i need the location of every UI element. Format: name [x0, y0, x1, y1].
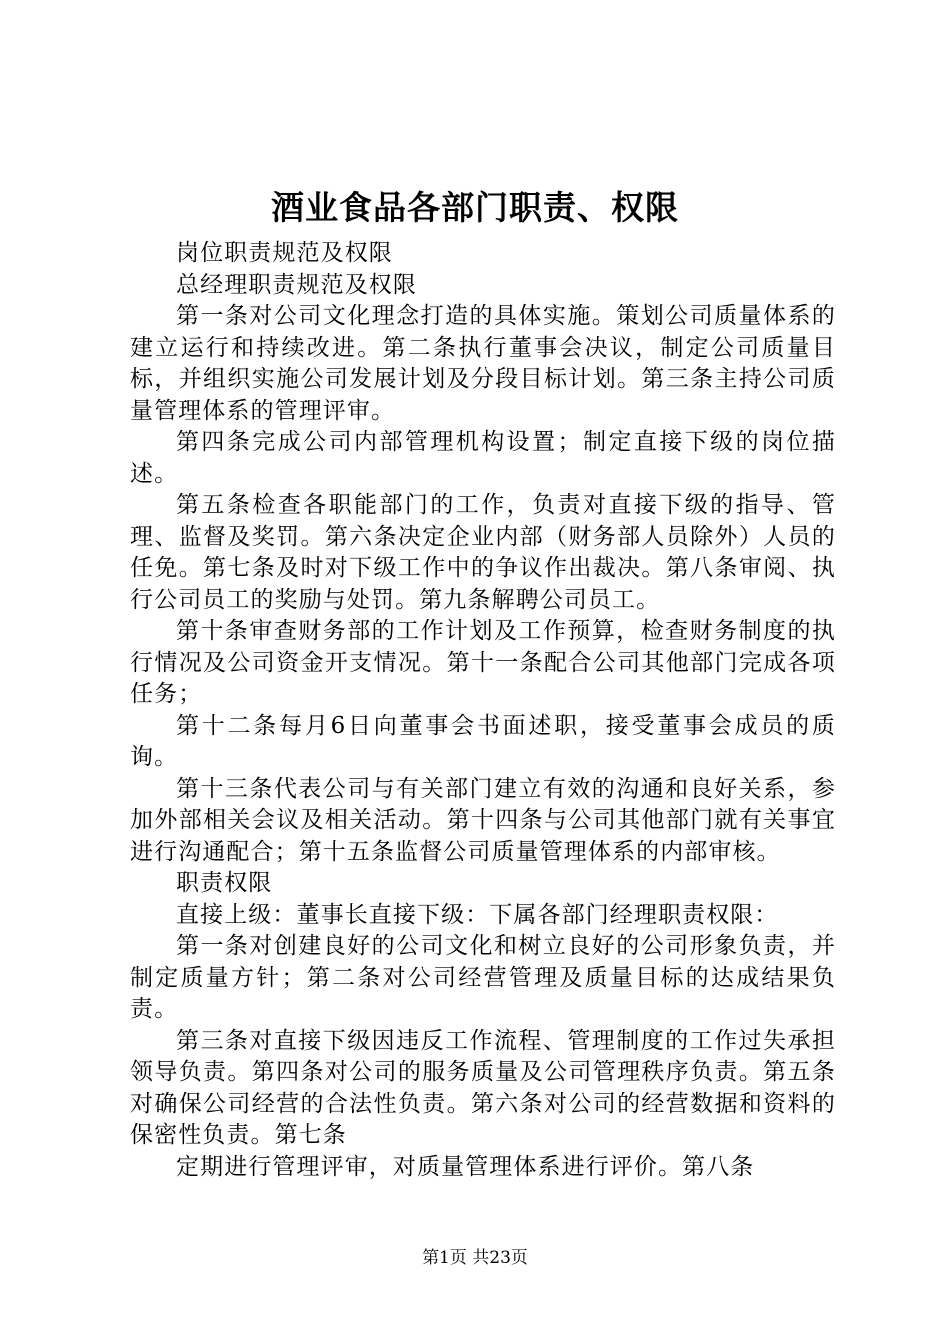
body-paragraph: 第十三条代表公司与有关部门建立有效的沟通和良好关系，参加外部相关会议及相关活动。第十四条与公司其他部门就有关事宜进行沟通配合；第十五条监督公司质量管理体系的内部审核。: [130, 775, 836, 865]
body-paragraph: 第三条对直接下级因违反工作流程、管理制度的工作过失承担领导负责。第四条对公司的服务质量及公司管理秩序负责。第五条对确保公司经营的合法性负责。第六条对公司的经营数据和资料的保密性负责。第七条: [130, 1027, 836, 1148]
document-title: 酒业食品各部门职责、权限: [271, 188, 679, 227]
body-paragraph: 直接上级：董事长直接下级：下属各部门经理职责权限：: [176, 901, 779, 928]
body-paragraph: 第一条对创建良好的公司文化和树立良好的公司形象负责，并制定质量方针；第二条对公司经营管理及质量目标的达成结果负责。: [130, 933, 836, 1022]
body-paragraph: 第四条完成公司内部管理机构设置；制定直接下级的岗位描述。: [130, 429, 836, 487]
document-body: [130, 238, 836, 1183]
body-paragraph: 第五条检查各职能部门的工作，负责对直接下级的指导、管理、监督及奖罚。第六条决定企业内部（财务部人员除外）人员的任免。第七条及时对下级工作中的争议作出裁决。第八条审阅、执行公司员工的奖励与处罚。第九条解聘公司员工。: [130, 492, 836, 613]
body-paragraph: 第十二条每月6日向董事会书面述职，接受董事会成员的质询。: [130, 712, 836, 770]
body-paragraph: 定期进行管理评审，对质量管理体系进行评价。第八条: [176, 1153, 755, 1180]
section-heading: 岗位职责规范及权限: [176, 240, 393, 266]
subsection-heading: 总经理职责规范及权限: [176, 271, 417, 298]
body-paragraph: 第一条对公司文化理念打造的具体实施。策划公司质量体系的建立运行和持续改进。第二条执行董事会决议，制定公司质量目标，并组织实施公司发展计划及分段目标计划。第三条主持公司质量管理体系的管理评审。: [130, 303, 836, 424]
body-paragraph: 第十条审查财务部的工作计划及工作预算，检查财务制度的执行情况及公司资金开支情况。第十一条配合公司其他部门完成各项任务；: [130, 618, 836, 707]
section-heading: 职责权限: [176, 870, 273, 896]
page-footer: 第1页 共23页: [422, 1248, 528, 1268]
